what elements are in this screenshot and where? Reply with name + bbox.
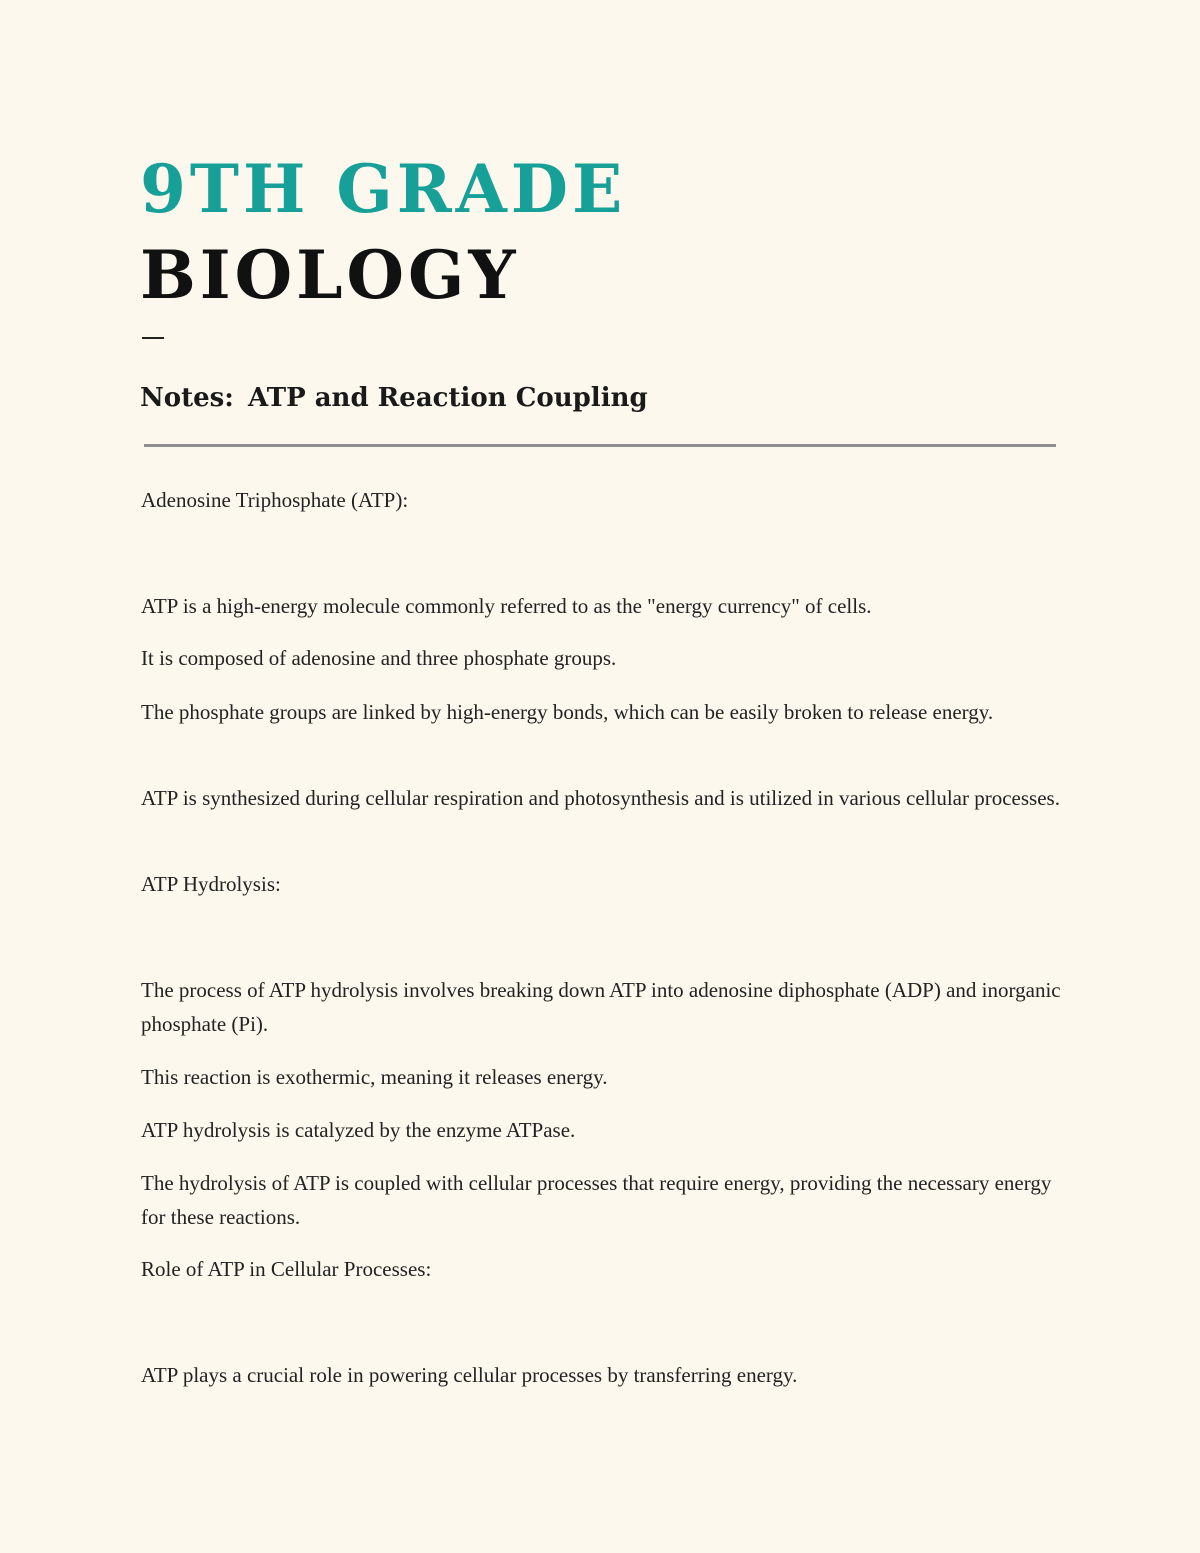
title-dash-divider — [142, 337, 164, 339]
horizontal-rule — [144, 444, 1056, 447]
paragraph: ATP hydrolysis is catalyzed by the enzyme ATPase. — [141, 1118, 576, 1142]
paragraph: This reaction is exothermic, meaning it releases energy. — [141, 1065, 608, 1089]
paragraph: The process of ATP hydrolysis involves breaking down ATP into adenosine diphosphate (ADP) and inorganic phosphate (Pi). — [141, 978, 1061, 1036]
title-subject: BIOLOGY — [140, 236, 520, 314]
title-grade: 9TH GRADE — [140, 150, 627, 228]
section-heading-hydrolysis: ATP Hydrolysis: — [141, 872, 281, 896]
section-heading-role: Role of ATP in Cellular Processes: — [141, 1257, 432, 1281]
paragraph: It is composed of adenosine and three phosphate groups. — [141, 646, 617, 670]
paragraph: ATP is synthesized during cellular respiration and photosynthesis and is utilized in various cellular processes. — [141, 786, 1060, 810]
paragraph: The phosphate groups are linked by high-energy bonds, which can be easily broken to release energy. — [141, 700, 994, 724]
paragraph: The hydrolysis of ATP is coupled with cellular processes that require energy, providing the necessary energy for these reactions. — [141, 1171, 1052, 1229]
section-heading-atp: Adenosine Triphosphate (ATP): — [141, 488, 409, 512]
notes-heading — [140, 378, 648, 418]
notes-topic: ATP and Reaction Coupling — [248, 383, 648, 413]
paragraph: ATP is a high-energy molecule commonly referred to as the "energy currency" of cells. — [141, 594, 872, 618]
notes-label: Notes: — [140, 383, 234, 413]
paragraph: ATP plays a crucial role in powering cellular processes by transferring energy. — [141, 1363, 798, 1387]
